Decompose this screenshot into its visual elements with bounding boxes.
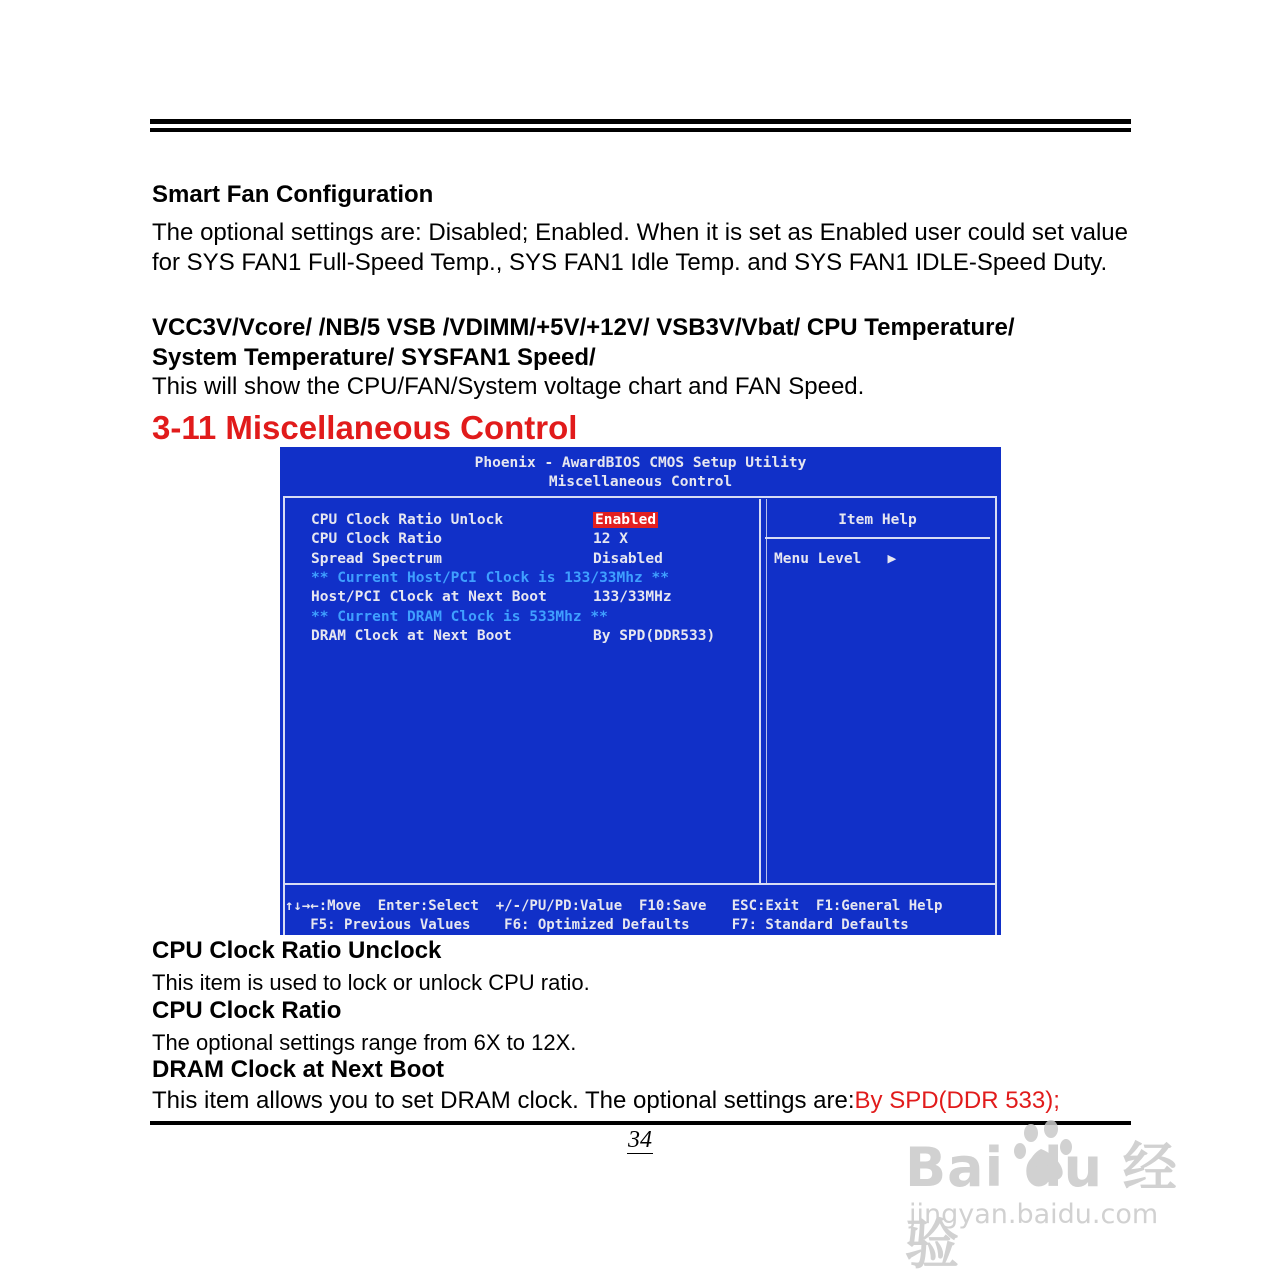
bios-subtitle: Miscellaneous Control <box>548 474 733 490</box>
voltage-heading-line2: System Temperature/ SYSFAN1 Speed/ <box>152 344 596 371</box>
ratio-body: The optional settings range from 6X to 12X. <box>152 1030 577 1055</box>
bios-item-label[interactable]: Spread Spectrum <box>311 551 442 567</box>
bios-menu-level: Menu Level ▶ <box>774 551 897 567</box>
ratio-heading: CPU Clock Ratio <box>152 997 342 1024</box>
voltage-body: This will show the CPU/FAN/System voltage chart and FAN Speed. <box>152 373 865 400</box>
dram-body <box>152 1086 1128 1116</box>
bios-selected-value[interactable]: Enabled <box>595 512 657 528</box>
bios-item-label[interactable]: Host/PCI Clock at Next Boot <box>311 589 547 605</box>
bios-item-label[interactable]: DRAM Clock at Next Boot <box>311 628 512 644</box>
bios-keys-line2: F5: Previous Values F6: Optimized Defaults F7: Standard Defaults <box>285 917 909 933</box>
bios-item-value[interactable] <box>593 511 658 531</box>
smart-fan-heading: Smart Fan Configuration <box>152 181 434 208</box>
bios-panel-divider <box>759 499 767 885</box>
smart-fan-body: The optional settings are: Disabled; Enabled. When it is set as Enabled user could set value for SYS FAN1 Full-Speed Temp., SYS FAN1 Idle Temp. and SYS FAN1 IDLE-Speed Duty. <box>152 219 1128 276</box>
bios-item-value[interactable]: 133/33MHz <box>593 589 672 605</box>
bios-screenshot <box>280 447 1001 935</box>
bios-item-value[interactable]: By SPD(DDR533) <box>593 628 716 644</box>
bios-keys-separator <box>283 883 997 885</box>
unlock-heading: CPU Clock Ratio Unclock <box>152 937 442 964</box>
bios-note: ** Current Host/PCI Clock is 133/33Mhz ** <box>311 570 669 586</box>
bios-item-label[interactable]: CPU Clock Ratio <box>311 531 442 547</box>
bios-item-label[interactable]: CPU Clock Ratio Unlock <box>311 512 504 528</box>
baidu-watermark <box>905 1115 1205 1276</box>
section-title: 3-11 Miscellaneous Control <box>152 409 578 446</box>
dram-options: By SPD(DDR 533); <box>854 1087 1060 1114</box>
bios-note: ** Current DRAM Clock is 533Mhz ** <box>311 609 608 625</box>
bios-item-value[interactable]: Disabled <box>593 551 663 567</box>
header-rule-thick <box>150 119 1131 124</box>
watermark-logo: Bai du 经验 <box>905 1136 1178 1276</box>
dram-body-text: This item allows you to set DRAM clock. The optional settings are: <box>152 1087 855 1114</box>
dram-heading: DRAM Clock at Next Boot <box>152 1056 445 1083</box>
bios-help-title: Item Help <box>838 512 917 528</box>
voltage-heading-line1: VCC3V/Vcore/ /NB/5 VSB /VDIMM/+5V/+12V/ VSB3V/Vbat/ CPU Temperature/ <box>152 314 1015 341</box>
page-number-text: 34 <box>628 1127 652 1153</box>
header-rule-thin <box>150 128 1131 132</box>
bios-keys-line1: ↑↓→←:Move Enter:Select +/-/PU/PD:Value F10:Save ESC:Exit F1:General Help <box>285 898 943 914</box>
bios-help-separator <box>765 537 990 539</box>
bios-item-value[interactable]: 12 X <box>593 531 628 547</box>
unlock-body: This item is used to lock or unlock CPU ratio. <box>152 970 590 995</box>
bios-title: Phoenix - AwardBIOS CMOS Setup Utility <box>474 455 807 471</box>
watermark-url: jingyan.baidu.com <box>909 1199 1159 1230</box>
